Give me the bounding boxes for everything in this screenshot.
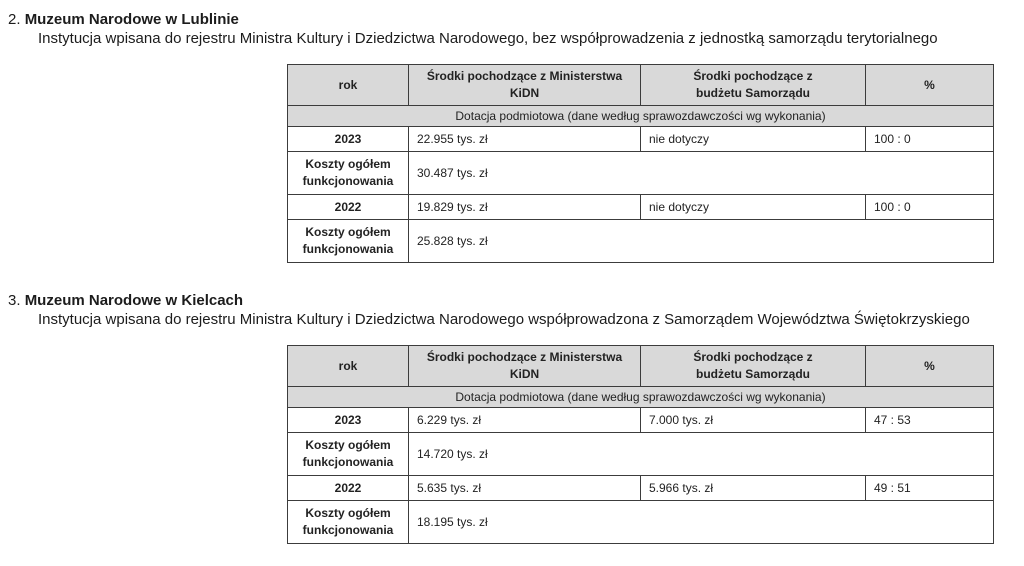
percent-value-cell: 100 : 0 bbox=[866, 195, 994, 220]
section-heading bbox=[8, 10, 1024, 29]
percent-value-cell: 49 : 51 bbox=[866, 476, 994, 501]
table-header-row bbox=[288, 65, 994, 106]
table-row-costs-2022 bbox=[288, 220, 994, 263]
header-local-line1: Środki pochodzące z bbox=[693, 69, 813, 83]
subheader-cell: Dotacja podmiotowa (dane według sprawozdawczości wg wykonania) bbox=[288, 387, 994, 408]
table-row-2022 bbox=[288, 195, 994, 220]
section-kielce bbox=[0, 291, 1024, 544]
local-value-cell: 7.000 tys. zł bbox=[641, 408, 866, 433]
local-value-cell: 5.966 tys. zł bbox=[641, 476, 866, 501]
percent-value-cell: 100 : 0 bbox=[866, 127, 994, 152]
header-local-line2: budżetu Samorządu bbox=[695, 367, 810, 381]
header-cell-ministry bbox=[409, 65, 641, 106]
header-cell-local bbox=[641, 65, 866, 106]
year-cell: 2023 bbox=[288, 408, 409, 433]
table-subheader-row bbox=[288, 387, 994, 408]
section-heading bbox=[8, 291, 1024, 310]
costs-label-cell: Koszty ogółem funkcjonowania bbox=[288, 501, 409, 544]
section-number: 3. bbox=[8, 292, 21, 309]
section-title: Muzeum Narodowe w Kielcach bbox=[24, 292, 244, 309]
table-row-costs-2022 bbox=[288, 501, 994, 544]
funding-table-kielce bbox=[287, 345, 994, 544]
table-subheader-row bbox=[288, 106, 994, 127]
ministry-value-cell: 6.229 tys. zł bbox=[409, 408, 641, 433]
year-cell: 2023 bbox=[288, 127, 409, 152]
section-title: Muzeum Narodowe w Lublinie bbox=[24, 11, 239, 28]
header-local-line2: budżetu Samorządu bbox=[695, 86, 810, 100]
costs-value-cell: 30.487 tys. zł bbox=[409, 152, 994, 195]
funding-table-lublin bbox=[287, 64, 994, 263]
costs-label-cell: Koszty ogółem funkcjonowania bbox=[288, 433, 409, 476]
header-ministry-line1: Środki pochodzące z Ministerstwa bbox=[426, 350, 623, 364]
year-cell: 2022 bbox=[288, 195, 409, 220]
costs-value-cell: 25.828 tys. zł bbox=[409, 220, 994, 263]
ministry-value-cell: 5.635 tys. zł bbox=[409, 476, 641, 501]
header-local-line1: Środki pochodzące z bbox=[693, 350, 813, 364]
header-ministry-line2: KiDN bbox=[509, 86, 540, 100]
header-cell-year: rok bbox=[288, 346, 409, 387]
header-cell-percent: % bbox=[866, 65, 994, 106]
costs-value-cell: 14.720 tys. zł bbox=[409, 433, 994, 476]
costs-label-cell: Koszty ogółem funkcjonowania bbox=[288, 152, 409, 195]
year-cell: 2022 bbox=[288, 476, 409, 501]
header-cell-local bbox=[641, 346, 866, 387]
table-row-2023 bbox=[288, 408, 994, 433]
section-subtitle: Instytucja wpisana do rejestru Ministra Kultury i Dziedzictwa Narodowego, bez współprowadzenia z jednostką samorządu terytorialnego bbox=[38, 30, 938, 47]
table-row-costs-2023 bbox=[288, 152, 994, 195]
header-ministry-line1: Środki pochodzące z Ministerstwa bbox=[426, 69, 623, 83]
header-cell-ministry bbox=[409, 346, 641, 387]
table-row-2022 bbox=[288, 476, 994, 501]
subheader-cell: Dotacja podmiotowa (dane według sprawozdawczości wg wykonania) bbox=[288, 106, 994, 127]
header-cell-percent: % bbox=[866, 346, 994, 387]
ministry-value-cell: 19.829 tys. zł bbox=[409, 195, 641, 220]
local-value-cell: nie dotyczy bbox=[641, 127, 866, 152]
table-header-row bbox=[288, 346, 994, 387]
ministry-value-cell: 22.955 tys. zł bbox=[409, 127, 641, 152]
table-row-2023 bbox=[288, 127, 994, 152]
percent-value-cell: 47 : 53 bbox=[866, 408, 994, 433]
costs-value-cell: 18.195 tys. zł bbox=[409, 501, 994, 544]
costs-label-cell: Koszty ogółem funkcjonowania bbox=[288, 220, 409, 263]
local-value-cell: nie dotyczy bbox=[641, 195, 866, 220]
section-subtitle: Instytucja wpisana do rejestru Ministra Kultury i Dziedzictwa Narodowego współprowadzona z Samorządem Województwa Świętokrzyskiego bbox=[38, 311, 970, 328]
table-row-costs-2023 bbox=[288, 433, 994, 476]
section-lublin bbox=[0, 10, 1024, 263]
header-cell-year: rok bbox=[288, 65, 409, 106]
section-number: 2. bbox=[8, 11, 21, 28]
header-ministry-line2: KiDN bbox=[509, 367, 540, 381]
